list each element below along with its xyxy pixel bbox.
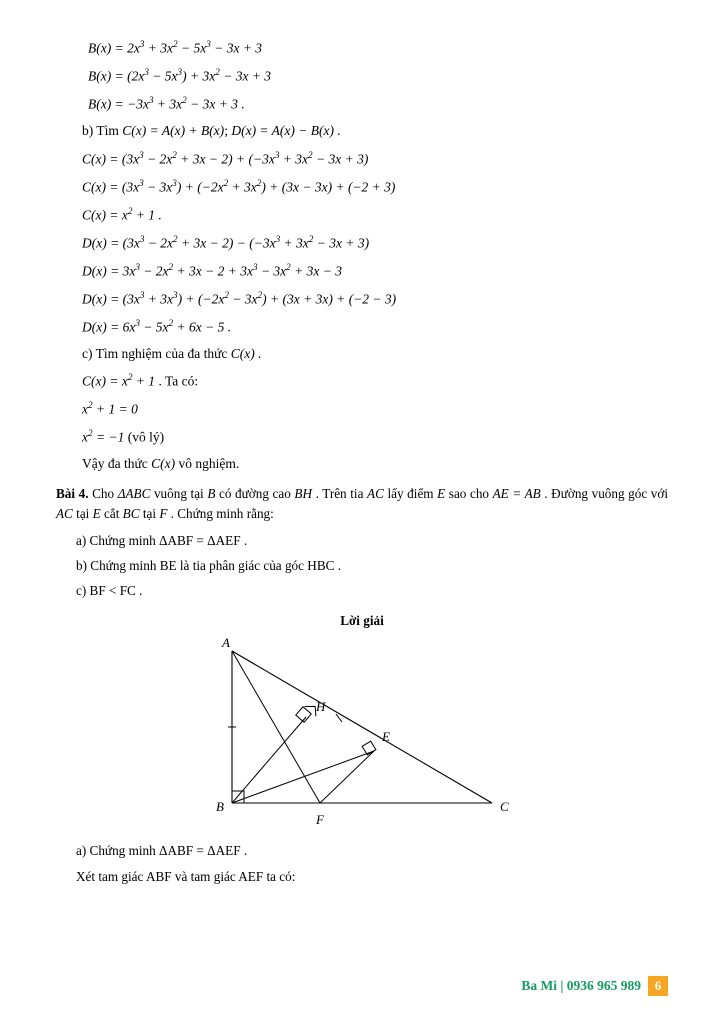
math-line: $D(x) = (3x^3 - 2x^2 + 3x - 2) - (-3x^3 + 3x^2 - 3x + 3)$ (82, 233, 370, 250)
label-H: H (316, 699, 326, 715)
part-b-prompt: b) Tìm C(x) = A(x) + B(x); D(x) = A(x) − B(x) . (82, 123, 341, 138)
label-E: E (382, 729, 390, 745)
footer-contact: Ba Mi | 0936 965 989 (521, 978, 641, 993)
math-line: $D(x) = (3x^3 + 3x^3) + (-2x^2 - 3x^2) + (3x + 3x) + (-2 - 3)$ (82, 289, 397, 306)
page-footer (521, 976, 668, 996)
math-line: $x^2 = -1$ (vô lý) (82, 428, 165, 445)
label-A: A (222, 635, 230, 651)
solution-part-a-body: Xét tam giác ABF và tam giác AEF ta có: (76, 869, 296, 885)
math-line: $B(x) = 2x^3 + 3x^2 - 5x^3 - 3x + 3$ (88, 39, 263, 56)
problem-text: Cho ΔABC vuông tại B có đường cao BH . Trên tia AC lấy điểm E sao cho AE = AB . Đường vuông góc với AC tại E cắt BC tại F . Chứng minh rằng: (56, 485, 669, 521)
math-derivation-block (56, 40, 668, 471)
solution-heading: Lời giải (340, 613, 384, 629)
problem-sub-item-a: a) Chứng minh ΔABF = ΔAEF . (76, 533, 248, 549)
math-line: $C(x) = (3x^3 - 2x^2 + 3x - 2) + (-3x^3 + 3x^2 - 3x + 3)$ (82, 149, 369, 166)
math-line: $B(x) = -3x^3 + 3x^2 - 3x + 3$ . (88, 95, 245, 112)
triangle-diagram-svg (172, 633, 552, 833)
math-line: $B(x) = (2x^3 - 5x^3) + 3x^2 - 3x + 3$ (88, 67, 272, 84)
math-line: $D(x) = 6x^3 - 5x^2 + 6x - 5$ . (82, 317, 232, 334)
geometry-figure (56, 633, 668, 833)
problem-statement (56, 484, 668, 525)
math-line: $C(x) = x^2 + 1$ . (82, 205, 162, 222)
math-line: $D(x) = 3x^3 - 2x^2 + 3x - 2 + 3x^3 - 3x^2 + 3x - 3$ (82, 261, 342, 278)
label-B: B (216, 799, 224, 815)
label-F: F (316, 812, 324, 828)
part-c-prompt: c) Tìm nghiệm của đa thức C(x) . (82, 345, 262, 361)
math-line: $C(x) = x^2 + 1$ . Ta có: (82, 372, 199, 389)
page-number: 6 (648, 976, 668, 996)
label-C: C (500, 799, 509, 815)
problem-sub-item-b: b) Chứng minh BE là tia phân giác của góc HBC . (76, 558, 342, 574)
problem-label: Bài 4. (56, 485, 89, 501)
math-line: $C(x) = (3x^3 - 3x^3) + (-2x^2 + 3x^2) + (3x - 3x) + (-2 + 3)$ (82, 177, 396, 194)
math-line: $x^2 + 1 = 0$ (82, 400, 138, 417)
conclusion-line: Vậy đa thức C(x) vô nghiệm. (82, 456, 240, 471)
problem-sub-item-c: c) BF < FC . (76, 583, 143, 599)
solution-part-a-heading: a) Chứng minh ΔABF = ΔAEF . (76, 843, 248, 859)
